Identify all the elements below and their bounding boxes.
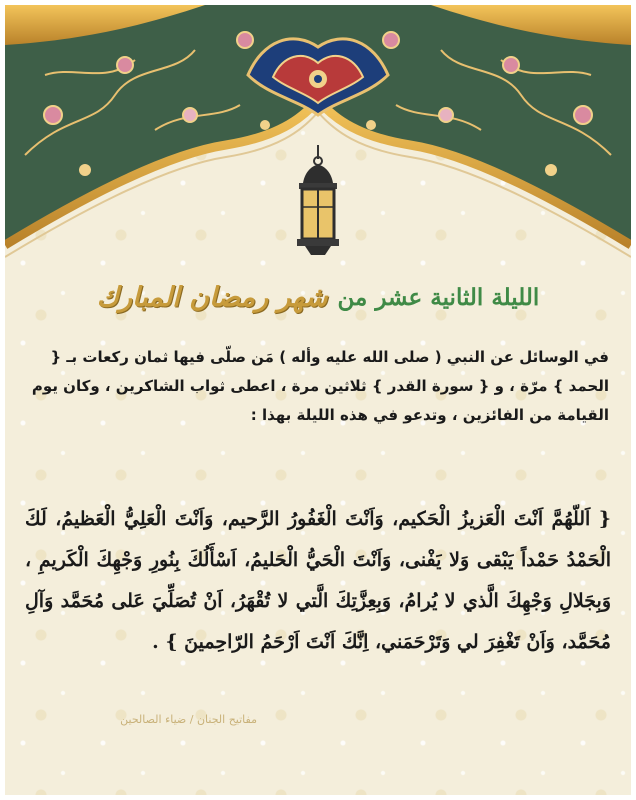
lantern-icon bbox=[283, 145, 353, 265]
source-caption: مفاتيح الجنان / ضياء الصالحين bbox=[120, 713, 257, 726]
title-row bbox=[5, 267, 631, 327]
title-night: الليلة الثانية عشر من bbox=[337, 283, 540, 311]
dua-paragraph: { اَللّهُمَّ اَنْتَ الْعَزيزُ الْحَكيم، وَاَنْتَ الْغَفُورُ الرَّحيم، وَاَنْتَ الْعَلِيُّ الْعَظيمُ، لَكَ الْحَمْدُ حَمْداً يَبْقى وَلا يَفْنى، وَاَنْتَ الْحَيُّ الْحَليمُ، اَسْأَلُكَ بِنُورِ وَجْهِكَ الْكَريمِ ، وَبِجَلالِ وَجْهِكَ الَّذي لا يُرامُ، وَبِعِزَّتِكَ الَّتي لا تُقْهَرُ، اَنْ تُصَلِّيَ عَلى مُحَمَّد وَآلِ مُحَمَّد، وَاَنْ تَغْفِرَ لي وَتَرْحَمَني، اِنَّكَ اَنْتَ اَرْحَمُ الرّاحِمينَ } . bbox=[25, 508, 611, 653]
title-month: شهر رمضان المبارك bbox=[96, 281, 328, 313]
intro-paragraph: في الوسائل عن النبي ( صلى الله عليه وأله ) مَن صلّى فيها ثمان ركعات بـ { الحمد } مرّة ، و { سورة القدر } ثلاثين مرة ، اعطى ثواب الشاكرين ، وكان يوم القيامة من الفائزين ، وتدعو في هذه الليلة بهذا : bbox=[31, 348, 609, 424]
